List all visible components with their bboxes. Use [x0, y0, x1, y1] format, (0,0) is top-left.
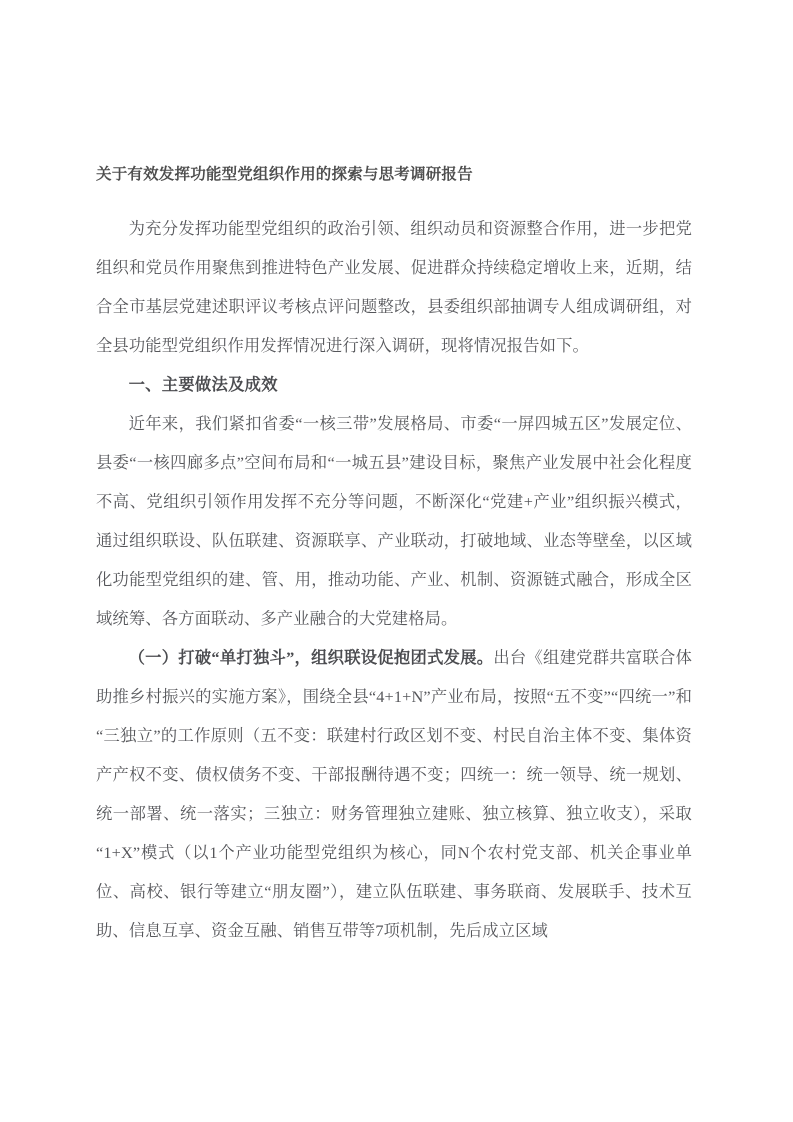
- document-body: [96, 163, 692, 950]
- section-heading-1: 一、主要做法及成效: [128, 375, 278, 394]
- subsection-body-1: 出台《组建党群共富联合体助推乡村振兴的实施方案》，围绕全县“4+1+N”产业布局，按照“五不变”“四统一”和“三独立”的工作原则（五不变：联建村行政区划不变、村民自治主体不变、集体资产产权不变、债权债务不变、干部报酬待遇不变；四统一：统一领导、统一规划、统一部署、统一落实；三独立：财务管理独立建账、独立核算、独立收支），采取“1+X”模式（以1个产业功能型党组织为核心，同N个农村党支部、机关企事业单位、高校、银行等建立“朋友圈”），建立队伍联建、事务联商、发展联手、技术互助、信息互享、资金互融、销售互带等7项机制，先后成立区域: [96, 648, 693, 940]
- paragraph-subsection-1: [96, 638, 692, 950]
- subsection-lead-1: （一）打破“单打独斗”，组织联设促抱团式发展。: [128, 648, 494, 667]
- page-title: 关于有效发挥功能型党组织作用的探索与思考调研报告: [96, 166, 473, 183]
- paragraph-intro: 为充分发挥功能型党组织的政治引领、组织动员和资源整合作用，进一步把党组织和党员作用聚焦到推进特色产业发展、促进群众持续稳定增收上来，近期，结合全市基层党建述职评议考核点评问题整改，县委组织部抽调专人组成调研组，对全县功能型党组织作用发挥情况进行深入调研，现将情况报告如下。: [96, 219, 692, 355]
- paragraph-overview: 近年来，我们紧扣省委“一核三带”发展格局、市委“一屏四城五区”发展定位、县委“一核四廊多点”空间布局和“一城五县”建设目标，聚焦产业发展中社会化程度不高、党组织引领作用发挥不充分等问题，不断深化“党建+产业”组织振兴模式，通过组织联设、队伍联建、资源联享、产业联动，打破地域、业态等壁垒，以区域化功能型党组织的建、管、用，推动功能、产业、机制、资源链式融合，形成全区域统筹、各方面联动、多产业融合的大党建格局。: [96, 414, 692, 628]
